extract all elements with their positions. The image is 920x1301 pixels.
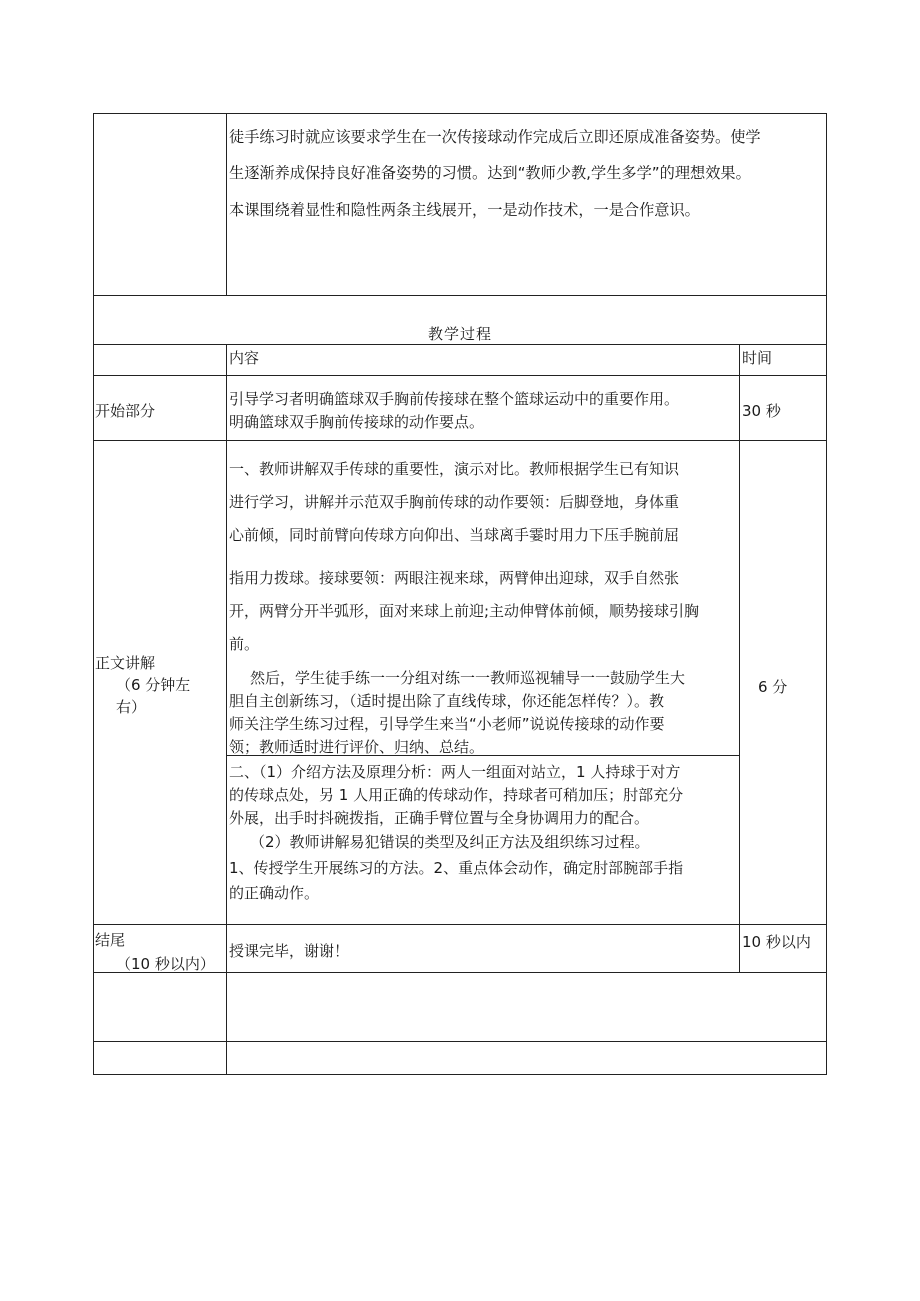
- hline-intro-bottom: [93, 295, 827, 296]
- header-content: 内容: [229, 349, 260, 367]
- row-main-label: 正文讲解: [95, 654, 156, 672]
- main-line: 心前倾，同时前臂向传球方向仰出、当球离手霎时用力下压手腕前屈: [229, 526, 680, 544]
- row-main-label-3: 右）: [116, 698, 147, 716]
- hline-main-bottom: [93, 924, 827, 925]
- row-end-content: 授课完毕，谢谢！: [229, 942, 350, 960]
- row-start-time: 30 秒: [742, 402, 781, 420]
- main-line: 的正确动作。: [229, 884, 320, 902]
- main-line: 进行学习，讲解并示范双手胸前传球的动作要领：后脚登地，身体重: [229, 493, 680, 511]
- main-line: 师关注学生练习过程，引导学生来当“小老师”说说传接球的动作要: [229, 715, 665, 733]
- main-line: 一、教师讲解双手传球的重要性，演示对比。教师根据学生已有知识: [229, 460, 680, 478]
- intro-line: 生逐渐养成保持良好准备姿势的习惯。达到“教师少教,学生多学”的理想效果。: [229, 164, 751, 182]
- row-end-label: 结尾: [95, 931, 126, 949]
- vline-label: [226, 344, 227, 1074]
- row-start-line: 明确篮球双手胸前传接球的动作要点。: [229, 413, 485, 431]
- hline-empty1-bottom: [93, 1041, 827, 1042]
- hline-top: [93, 113, 827, 114]
- main-line: 开，两臂分开半弧形，面对来球上前迎;主动伸臂体前倾，顺势接球引胸: [229, 602, 700, 620]
- hline-header-bottom: [93, 375, 827, 376]
- vline-time: [739, 344, 740, 972]
- row-start-label: 开始部分: [95, 402, 156, 420]
- main-line: 外展，出手时抖碗拨指，正确手臂位置与全身协调用力的配合。: [229, 809, 650, 827]
- main-line: 胆自主创新练习，（适时提出除了直线传球，你还能怎样传？）。教: [229, 692, 665, 710]
- table-border-left: [93, 113, 94, 1075]
- row-end-label-2: （10 秒以内）: [116, 955, 215, 973]
- table-border-right: [826, 113, 827, 1075]
- header-time: 时间: [742, 349, 773, 367]
- hline-title-bottom: [93, 344, 827, 345]
- hline-start-bottom: [93, 440, 827, 441]
- main-line: 1、传授学生开展练习的方法。2、重点体会动作，确定肘部腕部手指: [229, 859, 684, 877]
- hline-table-bottom: [93, 1074, 827, 1075]
- main-line: 然后，学生徒手练一一分组对练一一教师巡视辅导一一鼓励学生大: [250, 669, 686, 687]
- main-line: 前。: [229, 635, 260, 653]
- row-main-time: 6 分: [758, 678, 788, 696]
- intro-line: 本课围绕着显性和隐性两条主线展开，一是动作技术，一是合作意识。: [229, 201, 700, 219]
- main-line: 领；教师适时进行评价、归纳、总结。: [229, 738, 485, 756]
- intro-line: 徒手练习时就应该要求学生在一次传接球动作完成后立即还原成准备姿势。使学: [229, 128, 761, 146]
- row-start-line: 引导学习者明确篮球双手胸前传接球在整个篮球运动中的重要作用。: [229, 390, 680, 408]
- row-main-label-2: （6 分钟左: [116, 676, 191, 694]
- row-end-time: 10 秒以内: [742, 933, 811, 951]
- section-title: 教学过程: [427, 325, 492, 343]
- vline-intro: [226, 113, 227, 295]
- main-line: 二、（1）介绍方法及原理分析：两人一组面对站立，1 人持球于对方: [229, 763, 681, 781]
- main-line: 指用力拨球。接球要领：两眼注视来球，两臂伸出迎球，双手自然张: [229, 569, 680, 587]
- main-line: 的传球点处，另 1 人用正确的传球动作，持球者可稍加压；肘部充分: [229, 786, 684, 804]
- main-line: （2）教师讲解易犯错误的类型及纠正方法及组织练习过程。: [250, 833, 650, 851]
